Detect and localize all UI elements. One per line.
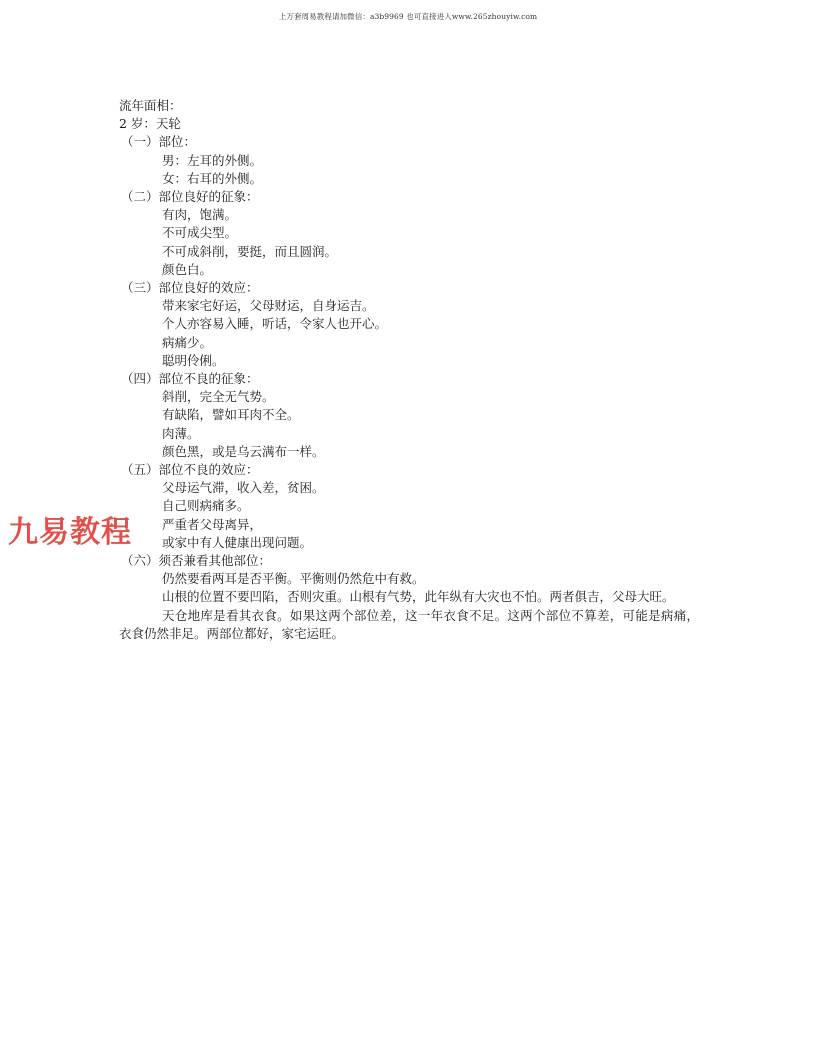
section-item: 不可成尖型。 (162, 225, 238, 241)
section-item: 不可成斜削，要挺，而且圆润。 (162, 243, 338, 259)
section-item: 斜削，完全无气势。 (162, 389, 275, 405)
section-item: 父母运气滞，收入差，贫困。 (162, 480, 325, 496)
section-item: 颜色白。 (162, 261, 213, 277)
section-heading: （二）部位良好的征象： (121, 189, 259, 205)
section-item: 仍然要看两耳是否平衡。平衡则仍然危中有救。 (162, 571, 425, 587)
doc-title: 流年面相： (119, 98, 182, 113)
section-heading: （一）部位： (121, 134, 197, 150)
section-item: 带来家宅好运，父母财运，自身运吉。 (162, 298, 375, 314)
section-item: 聪明伶俐。 (162, 352, 225, 368)
watermark-logo: 九易教程 (8, 515, 132, 550)
document-body (119, 97, 699, 643)
section-item: 严重者父母离异， (162, 516, 263, 532)
section-heading: （三）部位良好的效应： (121, 280, 259, 296)
section-heading: （六）须否兼看其他部位： (121, 553, 272, 569)
section-paragraph: 天仓地库是看其衣食。如果这两个部位差，这一年衣食不足。这两个部位不算差，可能是病痛，衣食仍然非足。两部位都好，家宅运旺。 (119, 607, 699, 641)
page-header-note: 上万套周易教程请加微信：a3b9969 也可直接进入www.265zhouyiw.com (278, 12, 538, 21)
doc-subtitle: 2 岁：天轮 (119, 116, 181, 132)
section-item: 有肉，饱满。 (162, 207, 238, 223)
section-item: 病痛少。 (162, 334, 213, 350)
section-item: 自己则病痛多。 (162, 498, 250, 514)
section-item: 肉薄。 (162, 425, 200, 441)
section-item: 个人亦容易入睡，听话，令家人也开心。 (162, 316, 388, 332)
section-paragraph: 山根的位置不要凹陷，否则灾重。山根有气势，此年纵有大灾也不怕。两者俱吉，父母大旺。 (162, 589, 675, 605)
section-item: 颜色黑，或是乌云满布一样。 (162, 443, 325, 459)
section-item: 或家中有人健康出现问题。 (162, 534, 313, 550)
section-heading: （五）部位不良的效应： (121, 462, 259, 478)
section-item: 女：右耳的外侧。 (162, 170, 263, 186)
section-item: 有缺陷，譬如耳肉不全。 (162, 407, 300, 423)
section-item: 男：左耳的外侧。 (162, 152, 263, 168)
section-heading: （四）部位不良的征象： (121, 371, 259, 387)
